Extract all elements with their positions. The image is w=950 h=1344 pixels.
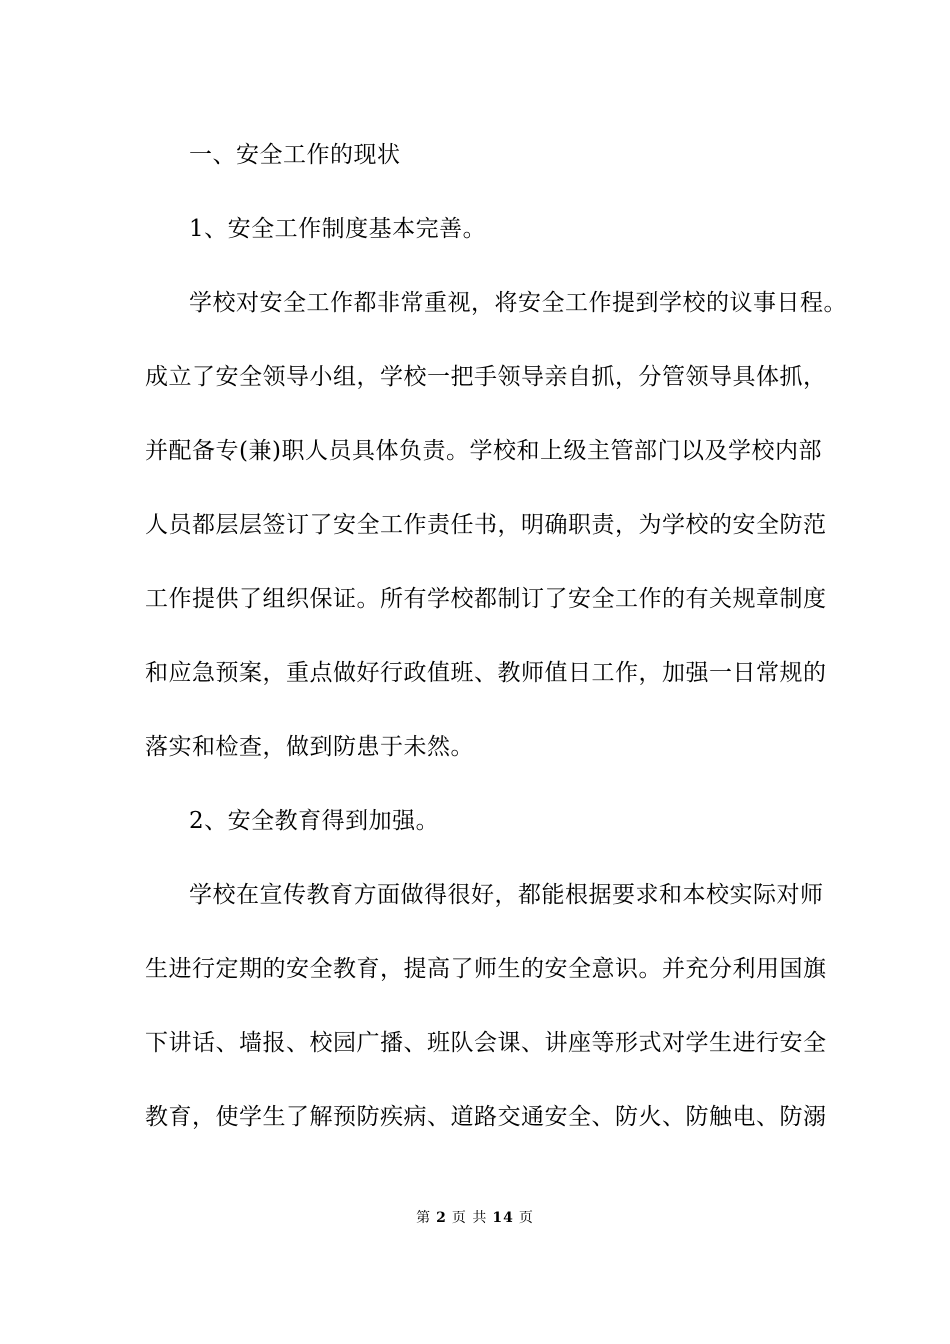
paragraph-line: 生进行定期的安全教育，提高了师生的安全意识。并充分利用国旗: [145, 956, 827, 982]
paragraph-line: 学校对安全工作都非常重视，将安全工作提到学校的议事日程。: [189, 290, 847, 316]
page-footer: [0, 1208, 950, 1228]
paragraph-line: 和应急预案，重点做好行政值班、教师值日工作，加强一日常规的: [145, 660, 827, 686]
paragraph-line: 并配备专(兼)职人员具体负责。学校和上级主管部门以及学校内部: [145, 438, 822, 464]
footer-prefix: 第: [416, 1210, 432, 1226]
footer-page-number: 2: [436, 1210, 447, 1226]
section-heading: 一、安全工作的现状: [189, 142, 401, 168]
paragraph-line: 学校在宣传教育方面做得很好，都能根据要求和本校实际对师: [189, 882, 824, 908]
subheading-2: 2、安全教育得到加强。: [189, 808, 440, 834]
footer-total-pages: 14: [492, 1210, 514, 1226]
footer-suffix: 页: [518, 1210, 534, 1226]
paragraph-line: 落实和检查，做到防患于未然。: [145, 734, 474, 760]
footer-middle: 页 共: [451, 1210, 488, 1226]
paragraph-line: 成立了安全领导小组，学校一把手领导亲自抓，分管领导具体抓，: [145, 364, 827, 390]
paragraph-line: 教育，使学生了解预防疾病、道路交通安全、防火、防触电、防溺: [145, 1104, 827, 1130]
paragraph-line: 工作提供了组织保证。所有学校都制订了安全工作的有关规章制度: [145, 586, 827, 612]
paragraph-line: 下讲话、墙报、校园广播、班队会课、讲座等形式对学生进行安全: [145, 1030, 827, 1056]
paragraph-line: 人员都层层签订了安全工作责任书，明确职责，为学校的安全防范: [145, 512, 827, 538]
subheading-1: 1、安全工作制度基本完善。: [189, 216, 487, 242]
